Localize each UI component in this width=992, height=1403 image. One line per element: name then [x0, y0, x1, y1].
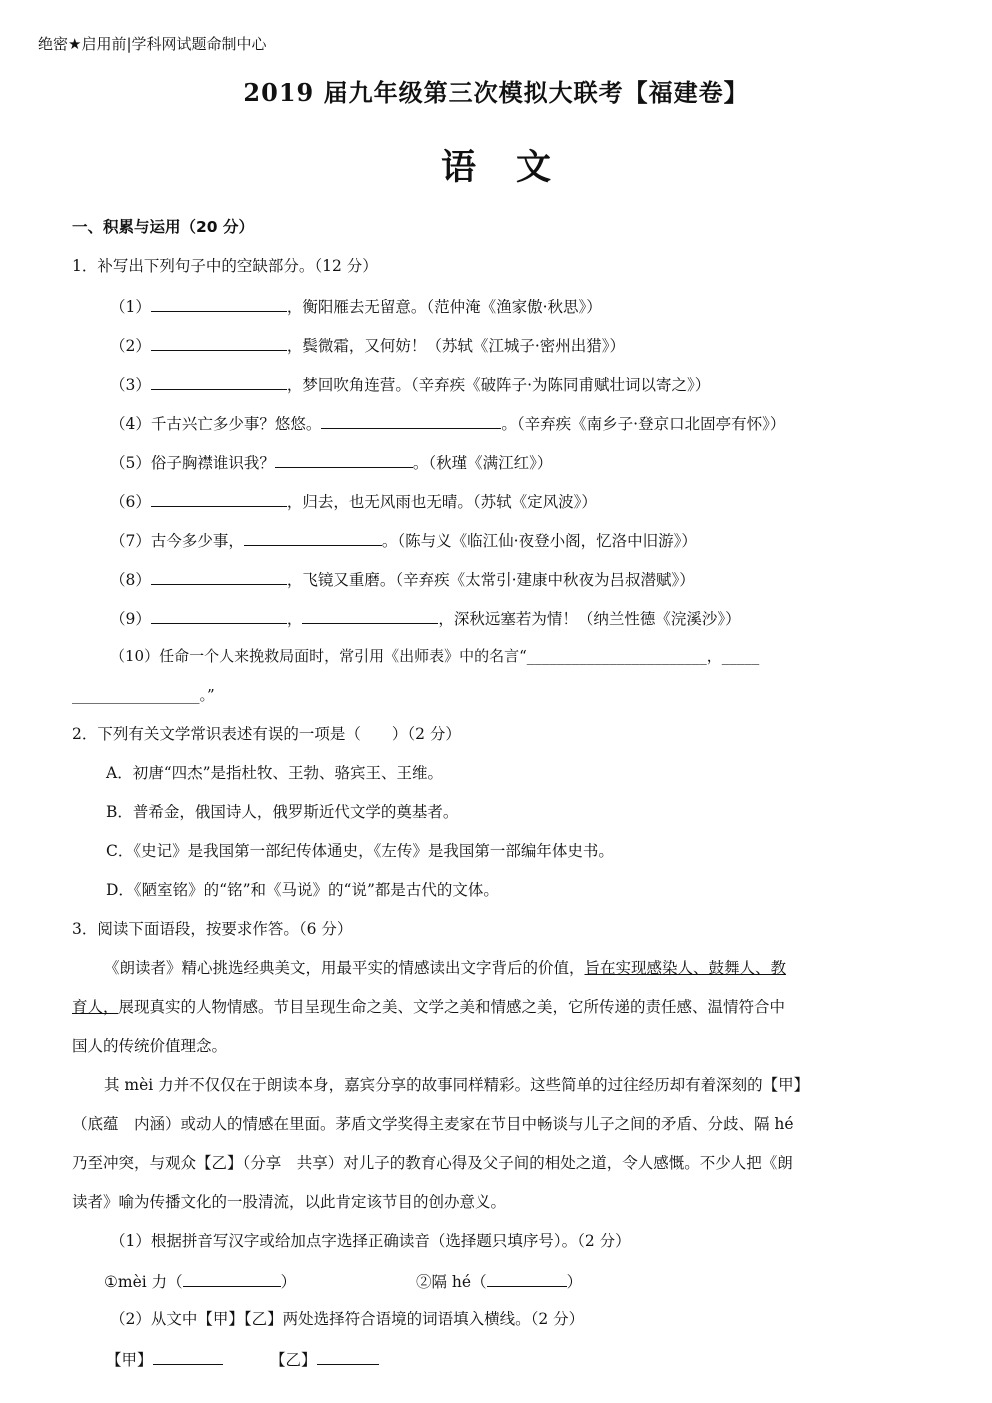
- q1-stem: 1．补写出下列句子中的空缺部分。（12 分）: [72, 257, 378, 275]
- subject-title: 语文: [440, 147, 591, 188]
- q3-sub1-answers-2: [416, 1270, 582, 1292]
- item-number: （3）: [110, 376, 151, 394]
- passage-line: 乃至冲突，与观众【乙】（分享 共享）对儿子的教育心得及父子间的相处之道，令人感慨。不少人把《朗: [72, 1154, 793, 1172]
- item-text: 。（秋瑾《满江红》）: [412, 454, 553, 472]
- section-heading: 一、积累与运用（20 分）: [72, 218, 254, 236]
- answer-blank[interactable]: [487, 1270, 567, 1287]
- passage-line: 国人的传统价值理念。: [72, 1037, 228, 1055]
- item-number: （2）: [110, 337, 151, 355]
- option-b: B．普希金，俄国诗人，俄罗斯近代文学的奠基者。: [106, 803, 459, 821]
- q1-item: [110, 295, 602, 317]
- q2-stem: 2．下列有关文学常识表述有误的一项是（ ）（2 分）: [72, 725, 461, 743]
- answer-blank[interactable]: [302, 607, 438, 624]
- item-number: （7）: [110, 532, 151, 550]
- answer-blank[interactable]: [151, 373, 287, 390]
- passage-text: 展现真实的人物情感。节目呈现生命之美、文学之美和情感之美，它所传递的责任感、温情符合中: [118, 998, 786, 1016]
- passage-line: 读者》喻为传播文化的一股清流，以此肯定该节目的创办意义。: [72, 1193, 507, 1211]
- item-number: （8）: [110, 571, 151, 589]
- answer-blank[interactable]: [151, 490, 287, 507]
- item-text: ，深秋远塞若为情！（纳兰性德《浣溪沙》）: [438, 610, 741, 628]
- passage-line: （底蕴 内涵）或动人的情感在里面。茅盾文学奖得主麦家在节目中畅谈与儿子之间的矛盾、分歧、隔 hé: [72, 1115, 794, 1133]
- q1-item: [110, 373, 710, 395]
- answer-label: ①mèi 力（: [104, 1273, 183, 1291]
- item-text: 古今多少事，: [150, 532, 244, 550]
- underlined-text: 旨在实现感染人、鼓舞人、教: [584, 959, 787, 977]
- passage-text: 《朗读者》精心挑选经典美文，用最平实的情感读出文字背后的价值，: [104, 959, 585, 977]
- answer-blank[interactable]: [183, 1270, 281, 1287]
- option-a: A．初唐“四杰”是指杜牧、王勃、骆宾王、王维。: [106, 764, 444, 782]
- passage-line: 其 mèi 力并不仅仅在于朗读本身，嘉宾分享的故事同样精彩。这些简单的过往经历却有着深刻的【甲】: [104, 1076, 810, 1094]
- item-text: 。（辛弃疾《南乡子·登京口北固亭有怀》）: [501, 415, 786, 433]
- q3-sub2-answers-2: [270, 1348, 379, 1370]
- item-text: ，梦回吹角连营。（辛弃疾《破阵子·为陈同甫赋壮词以寄之》）: [286, 376, 711, 394]
- q3-sub2: （2）从文中【甲】【乙】两处选择符合语境的词语填入横线。（2 分）: [110, 1310, 585, 1328]
- item-text: ，飞镜又重磨。（辛弃疾《太常引·建康中秋夜为吕叔潜赋》）: [286, 571, 695, 589]
- item-text: ，鬓微霜，又何妨！（苏轼《江城子·密州出猎》）: [286, 337, 626, 355]
- item-text: 。（陈与义《临江仙·夜登小阁，忆洛中旧游》）: [381, 532, 697, 550]
- q1-item-10-cont: _________________。”: [72, 686, 215, 704]
- answer-label: ②隔 hé（: [416, 1273, 487, 1291]
- q1-item: [110, 451, 552, 473]
- q1-item: [110, 412, 785, 434]
- item-number: （5）: [110, 454, 151, 472]
- item-text: ，衡阳雁去无留意。（范仲淹《渔家傲·秋思》）: [286, 298, 602, 316]
- q1-item: [110, 607, 741, 629]
- q1-item: [110, 568, 695, 590]
- item-text: ，归去，也无风雨也无晴。（苏轼《定风波》）: [286, 493, 597, 511]
- label-jia: 【甲】: [106, 1351, 153, 1369]
- q3-sub2-answers: [106, 1348, 223, 1370]
- answer-blank[interactable]: [151, 568, 287, 585]
- option-c: C．《史记》是我国第一部纪传体通史，《左传》是我国第一部编年体史书。: [106, 842, 614, 860]
- exam-title: 2019 届九年级第三次模拟大联考【福建卷】: [243, 78, 749, 107]
- item-text: 俗子胸襟谁识我？: [150, 454, 275, 472]
- q3-sub1: （1）根据拼音写汉字或给加点字选择正确读音（选择题只填序号）。（2 分）: [110, 1232, 631, 1250]
- item-text: 千古兴亡多少事？悠悠。: [150, 415, 322, 433]
- answer-blank[interactable]: [275, 451, 413, 468]
- q1-item: [110, 529, 697, 551]
- option-d: D．《陋室铭》的“铭”和《马说》的“说”都是古代的文体。: [106, 881, 499, 899]
- q1-item: [110, 490, 597, 512]
- q3-sub1-answers: [104, 1270, 296, 1292]
- passage-line: [104, 958, 786, 978]
- q1-item-10: （10）任命一个人来挽救局面时，常引用《出师表》中的名言“________________________，_____: [110, 647, 760, 665]
- answer-blank[interactable]: [151, 607, 287, 624]
- passage-line: [72, 997, 785, 1017]
- close-paren: ）: [566, 1273, 583, 1291]
- q1-item: [110, 334, 625, 356]
- answer-blank[interactable]: [151, 334, 287, 351]
- confidential-label: 绝密★启用前|学科网试题命制中心: [38, 35, 267, 53]
- answer-blank[interactable]: [244, 529, 382, 546]
- close-paren: ）: [280, 1273, 297, 1291]
- item-text: ，: [286, 610, 303, 628]
- item-number: （1）: [110, 298, 151, 316]
- underlined-text: 育人，: [72, 998, 119, 1016]
- item-number: （4）: [110, 415, 151, 433]
- answer-blank[interactable]: [153, 1348, 223, 1365]
- answer-blank[interactable]: [321, 412, 501, 429]
- item-number: （6）: [110, 493, 151, 511]
- answer-blank[interactable]: [317, 1348, 379, 1365]
- item-number: （9）: [110, 610, 151, 628]
- answer-blank[interactable]: [151, 295, 287, 312]
- q3-stem: 3．阅读下面语段，按要求作答。（6 分）: [72, 920, 353, 938]
- label-yi: 【乙】: [270, 1351, 317, 1369]
